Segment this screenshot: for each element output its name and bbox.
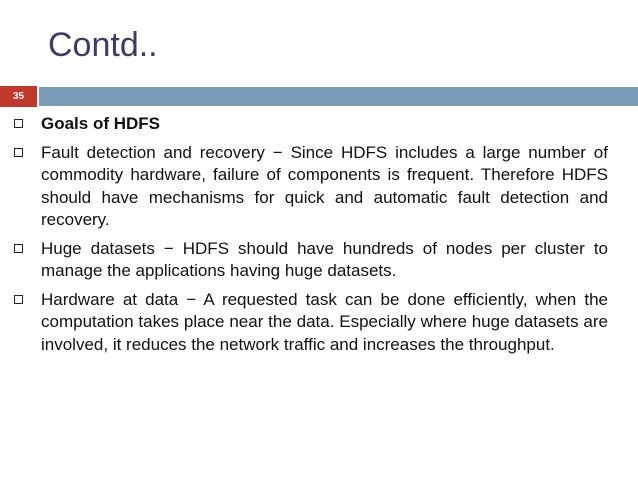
square-bullet-icon [14, 295, 23, 304]
bullet-item-fault-detection [12, 142, 608, 232]
slide-number-badge: 35 [0, 86, 37, 107]
bullet-text: Goals of HDFS [41, 114, 161, 133]
bullet-item-goals [12, 109, 608, 136]
bullet-text: Huge datasets − HDFS should have hundreds of nodes per cluster to manage the applications having huge datasets. [41, 238, 608, 280]
header-bar [39, 87, 638, 106]
bullet-list [12, 109, 608, 362]
square-bullet-icon [14, 119, 23, 128]
square-bullet-icon [14, 244, 23, 253]
bullet-text: Hardware at data − A requested task can be done efficiently, when the computation takes place near the data. Especially where huge datasets are involved, it reduces the network traffic and increases the throughput. [41, 289, 608, 354]
square-bullet-icon [14, 148, 23, 157]
slide-title: Contd.. [48, 26, 158, 64]
bullet-item-huge-datasets [12, 238, 608, 283]
bullet-item-hardware-at-data [12, 289, 608, 357]
bullet-text: Fault detection and recovery − Since HDFS includes a large number of commodity hardware, failure of components is frequent. Therefore HDFS should have mechanisms for quick and automatic fault detection and recovery. [41, 142, 608, 229]
